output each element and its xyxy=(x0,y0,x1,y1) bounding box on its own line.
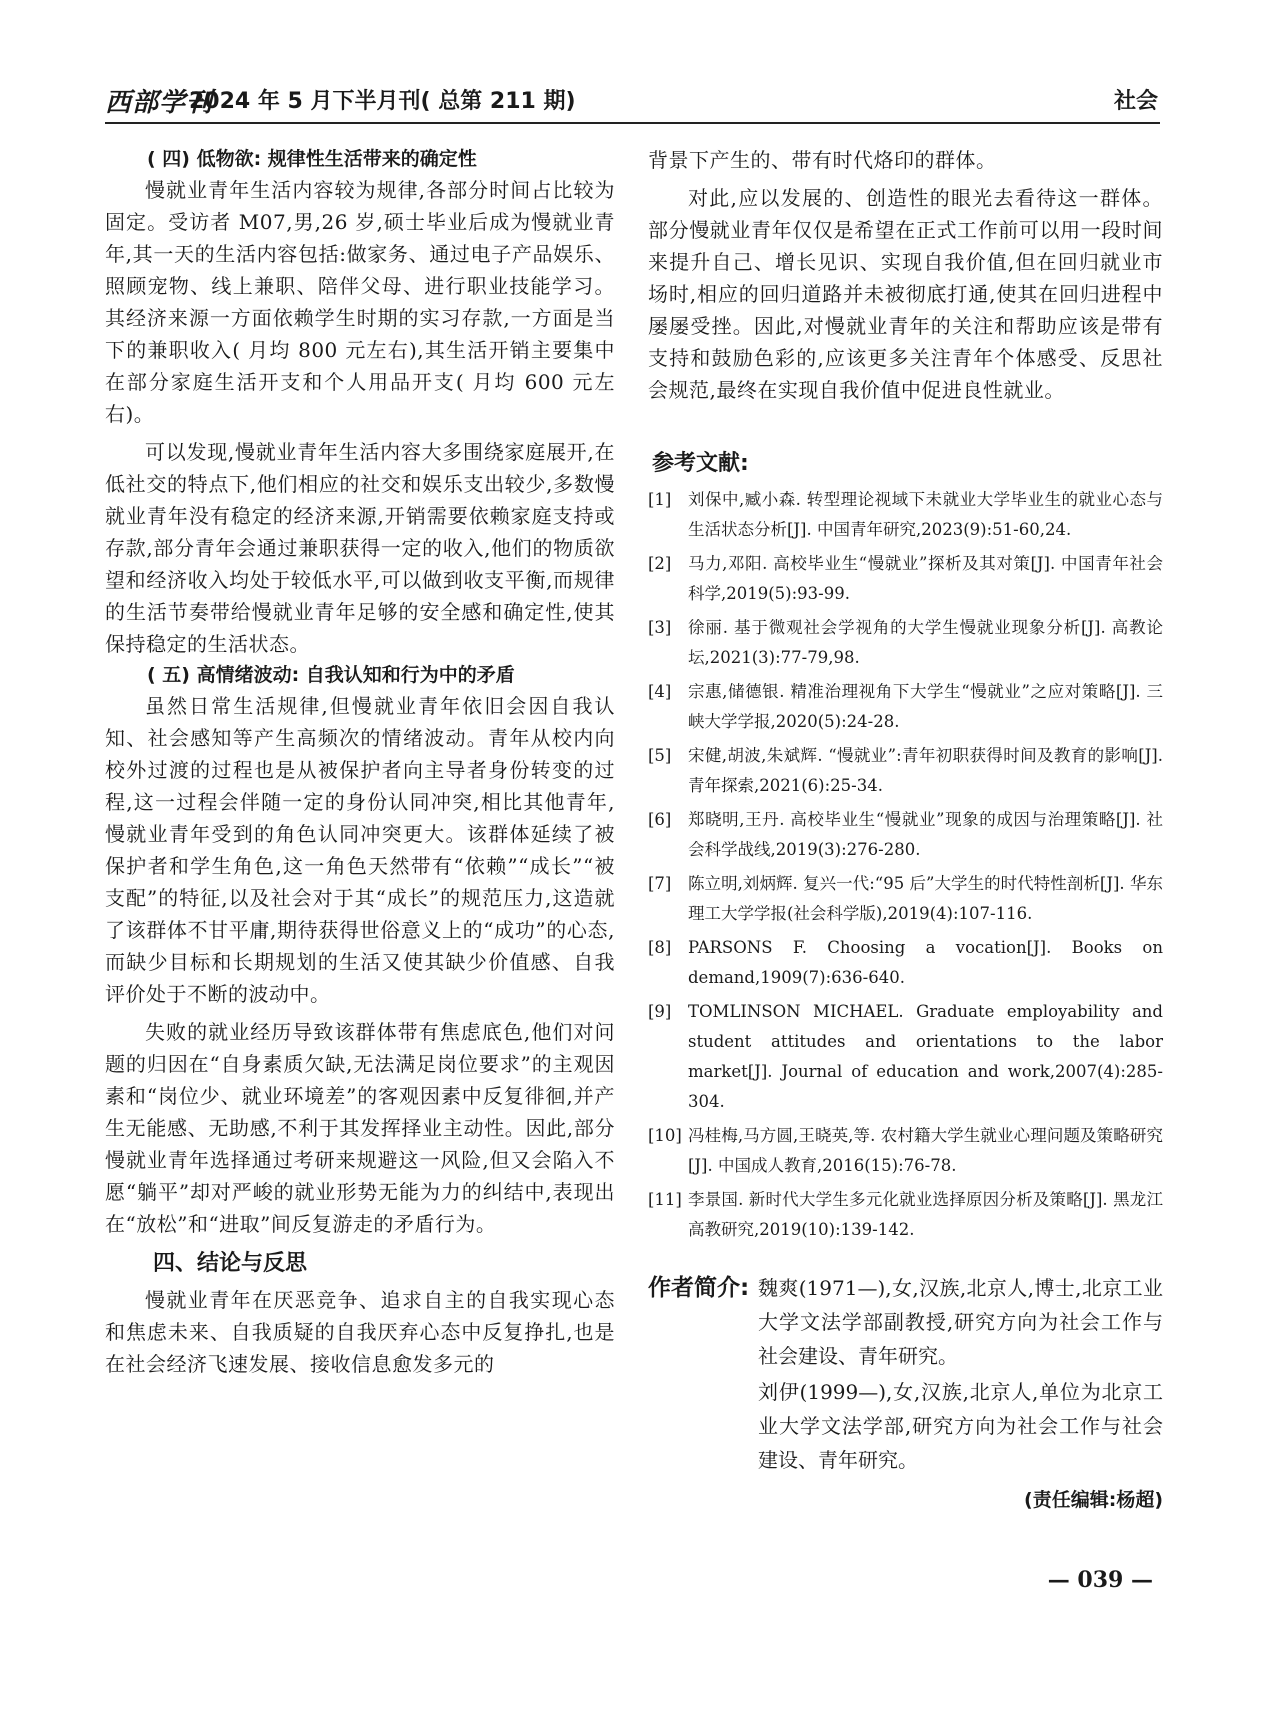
paragraph: 慢就业青年在厌恶竞争、追求自主的自我实现心态和焦虑未来、自我质疑的自我厌弃心态中反复挣扎,也是在社会经济飞速发展、接收信息愈发多元的 xyxy=(105,1288,615,1376)
section-label: 社会 xyxy=(1113,89,1158,114)
paragraph: 虽然日常生活规律,但慢就业青年依旧会因自我认知、社会感知等产生高频次的情绪波动。青年从校内向校外过渡的过程也是从被保护者向主导者身份转变的过程,这一过程会伴随一定的身份认同冲突,相比其他青年,慢就业青年受到的角色认同冲突更大。该群体延续了被保护者和学生角色,这一角色天然带有“依赖”“成长”“被支配”的特征,以及社会对于其“成长”的规范压力,这造就了该群体不甘平庸,期待获得世俗意义上的“成功”的心态,而缺少目标和长期规划的生活又使其缺少价值感、自我评价处于不断的波动中。 xyxy=(105,694,615,1006)
references-title: 参考文献: xyxy=(652,451,749,476)
editor-credit: (责任编辑:杨超) xyxy=(1024,1489,1163,1511)
author-bio-label: 作者简介: xyxy=(648,1275,750,1301)
reference-item: [4] 宗惠,储德银. 精准治理视角下大学生“慢就业”之应对策略[J]. 三峡大学学报,2020(5):24-28. xyxy=(648,682,1163,731)
author-bio-1: 魏爽(1971—),女,汉族,北京人,博士,北京工业大学文法学部副教授,研究方向为社会工作与社会建设、青年研究。 xyxy=(758,1276,1163,1368)
reference-item: [5] 宋健,胡波,朱斌辉. “慢就业”:青年初职获得时间及教育的影响[J]. 青年探索,2021(6):25-34. xyxy=(648,746,1163,795)
reference-item: [6] 郑晓明,王丹. 高校毕业生“慢就业”现象的成因与治理策略[J]. 社会科学战线,2019(3):276-280. xyxy=(648,810,1163,859)
paragraph: 可以发现,慢就业青年生活内容大多围绕家庭展开,在低社交的特点下,他们相应的社交和娱乐支出较少,多数慢就业青年没有稳定的经济来源,开销需要依赖家庭支持或存款,部分青年会通过兼职获得一定的收入,他们的物质欲望和经济收入均处于较低水平,可以做到收支平衡,而规律的生活节奏带给慢就业青年足够的安全感和确定性,使其保持稳定的生活状态。 xyxy=(105,440,615,656)
reference-item: [8] PARSONS F. Choosing a vocation[J]. Books on demand,1909(7):636-640. xyxy=(648,938,1163,987)
page-header xyxy=(105,80,1160,124)
paragraph: 慢就业青年生活内容较为规律,各部分时间占比较为固定。受访者 M07,男,26 岁,硕士毕业后成为慢就业青年,其一天的生活内容包括:做家务、通过电子产品娱乐、照顾宠物、线上兼职、陪伴父母、进行职业技能学习。其经济来源一方面依赖学生时期的实习存款,一方面是当下的兼职收入( 月均 800 元左右),其生活开销主要集中在部分家庭生活开支和个人用品开支( 月均 600 元左右)。 xyxy=(105,178,615,426)
reference-item: [9] TOMLINSON MICHAEL. Graduate employability and student attitudes and orientations to the labor market[J]. Journal of education and work,2007(4):285-304. xyxy=(648,1002,1163,1111)
reference-item: [10] 冯桂梅,马方圆,王晓英,等. 农村籍大学生就业心理问题及策略研究[J]. 中国成人教育,2016(15):76-78. xyxy=(648,1126,1163,1175)
author-bio-2: 刘伊(1999—),女,汉族,北京人,单位为北京工业大学文法学部,研究方向为社会工作与社会建设、青年研究。 xyxy=(758,1380,1163,1472)
reference-item: [2] 马力,邓阳. 高校毕业生“慢就业”探析及其对策[J]. 中国青年社会科学,2019(5):93-99. xyxy=(648,554,1163,603)
reference-item: [3] 徐丽. 基于微观社会学视角的大学生慢就业现象分析[J]. 高教论坛,2021(3):77-79,98. xyxy=(648,618,1163,667)
paragraph: 对此,应以发展的、创造性的眼光去看待这一群体。部分慢就业青年仅仅是希望在正式工作前可以用一段时间来提升自己、增长见识、实现自我价值,但在回归就业市场时,相应的回归道路并未被彻底打通,使其在回归进程中屡屡受挫。因此,对慢就业青年的关注和帮助应该是带有支持和鼓励色彩的,应该更多关注青年个体感受、反思社会规范,最终在实现自我价值中促进良性就业。 xyxy=(648,186,1163,402)
right-column xyxy=(648,144,1163,1512)
issue-info: 2024 年 5 月下半月刊( 总第 211 期) xyxy=(189,89,576,114)
author-bio xyxy=(648,1271,1163,1479)
subheading-4: ( 四) 低物欲: 规律性生活带来的确定性 xyxy=(147,148,477,170)
left-column xyxy=(105,144,615,1380)
paragraph: 背景下产生的、带有时代烙印的群体。 xyxy=(648,148,997,172)
journal-logo: 西部学刊 xyxy=(105,88,214,118)
reference-item: [7] 陈立明,刘炳辉. 复兴一代:“95 后”大学生的时代特性剖析[J]. 华东理工大学学报(社会科学版),2019(4):107-116. xyxy=(648,874,1163,923)
page-number: — 039 — xyxy=(1047,1567,1153,1593)
subheading-5: ( 五) 高情绪波动: 自我认知和行为中的矛盾 xyxy=(147,664,515,686)
references-list xyxy=(648,485,1163,1245)
reference-item: [1] 刘保中,臧小森. 转型理论视域下未就业大学毕业生的就业心态与生活状态分析[J]. 中国青年研究,2023(9):51-60,24. xyxy=(648,490,1163,539)
reference-item: [11] 李景国. 新时代大学生多元化就业选择原因分析及策略[J]. 黑龙江高教研究,2019(10):139-142. xyxy=(648,1190,1163,1239)
paragraph: 失败的就业经历导致该群体带有焦虑底色,他们对问题的归因在“自身素质欠缺,无法满足岗位要求”的主观因素和“岗位少、就业环境差”的客观因素中反复徘徊,并产生无能感、无助感,不利于其发挥择业主动性。因此,部分慢就业青年选择通过考研来规避这一风险,但又会陷入不愿“躺平”却对严峻的就业形势无能为力的纠结中,表现出在“放松”和“进取”间反复游走的矛盾行为。 xyxy=(105,1020,615,1236)
section-heading: 四、结论与反思 xyxy=(153,1251,308,1276)
